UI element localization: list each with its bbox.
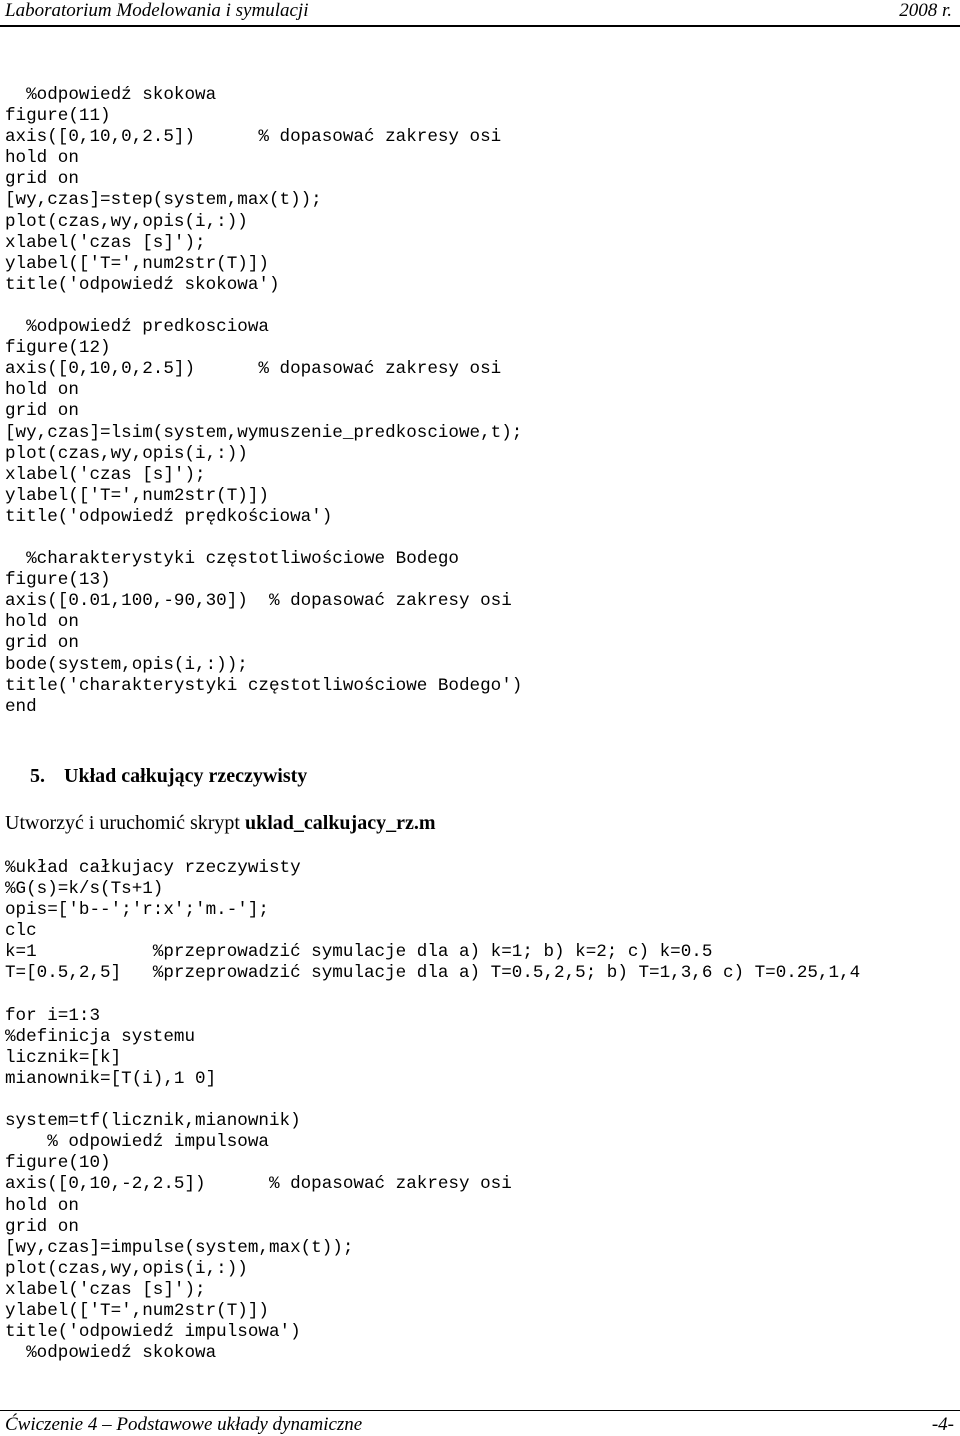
code-line: %charakterystyki częstotliwościowe Bodego [5, 549, 459, 570]
code-line: %G(s)=k/s(Ts+1) [5, 879, 164, 900]
code-line: title('odpowiedź impulsowa') [5, 1322, 301, 1343]
section-heading [30, 764, 307, 788]
code-line [5, 1090, 860, 1111]
code-line: [wy,czas]=impulse(system,max(t)); [5, 1237, 354, 1258]
code-line: hold on [5, 148, 79, 169]
code-line: [wy,czas]=step(system,max(t)); [5, 190, 322, 211]
footer-rule [0, 1410, 960, 1411]
code-listing-1 [5, 85, 522, 718]
code-line: opis=['b--';'r:x';'m.-']; [5, 900, 269, 921]
code-line [5, 985, 860, 1006]
code-line: system=tf(licznik,mianownik) [5, 1111, 301, 1132]
code-line: mianownik=[T(i),1 0] [5, 1068, 217, 1089]
code-line: bode(system,opis(i,:)); [5, 654, 248, 675]
code-line: title('charakterystyki częstotliwościowe Bodego') [5, 675, 523, 696]
instruction-lead: Utworzyć i uruchomić skrypt [5, 812, 245, 834]
code-line: %odpowiedź predkosciowa [5, 317, 269, 338]
page-header [0, 0, 960, 30]
instruction-text [5, 811, 436, 835]
code-line: end [5, 696, 37, 717]
code-line: hold on [5, 1195, 79, 1216]
code-line: grid on [5, 401, 79, 422]
footer-title: Ćwiczenie 4 – Podstawowe układy dynamiczne [5, 1414, 363, 1435]
code-line: for i=1:3 [5, 1005, 101, 1026]
code-line: plot(czas,wy,opis(i,:)) [5, 211, 248, 232]
code-line: xlabel('czas [s]'); [5, 1279, 206, 1300]
page-footer [0, 1400, 960, 1436]
code-line [5, 296, 522, 317]
code-line: figure(11) [5, 106, 111, 127]
code-line: figure(13) [5, 570, 111, 591]
code-line: title('odpowiedź skokowa') [5, 274, 280, 295]
code-line: figure(12) [5, 338, 111, 359]
code-line: xlabel('czas [s]'); [5, 464, 206, 485]
header-title: Laboratorium Modelowania i symulacji [5, 0, 309, 21]
code-line: grid on [5, 169, 79, 190]
code-line: grid on [5, 633, 79, 654]
code-line: %odpowiedź skokowa [5, 1343, 217, 1364]
code-line: axis([0,10,0,2.5]) % dopasować zakresy osi [5, 127, 502, 148]
section-number: 5. [30, 765, 45, 787]
code-line: hold on [5, 380, 79, 401]
code-line: clc [5, 921, 37, 942]
code-line: ylabel(['T=',num2str(T)]) [5, 1300, 269, 1321]
code-line: axis([0.01,100,-90,30]) % dopasować zakresy osi [5, 591, 512, 612]
code-line: %odpowiedź skokowa [5, 85, 217, 105]
code-line: grid on [5, 1216, 79, 1237]
code-line: ylabel(['T=',num2str(T)]) [5, 485, 269, 506]
code-line: licznik=[k] [5, 1047, 122, 1068]
code-line: ylabel(['T=',num2str(T)]) [5, 253, 269, 274]
page-number: -4- [931, 1414, 954, 1435]
header-year: 2008 r. [899, 0, 952, 21]
code-line: title('odpowiedź prędkościowa') [5, 506, 333, 527]
code-line: %układ całkujacy rzeczywisty [5, 858, 301, 878]
section-title: Układ całkujący rzeczywisty [64, 765, 308, 787]
script-filename: uklad_calkujacy_rz.m [244, 812, 436, 834]
code-line: T=[0.5,2,5] %przeprowadzić symulacje dla a) T=0.5,2,5; b) T=1,3,6 c) T=0.25,1,4 [5, 963, 861, 984]
code-line [5, 528, 522, 549]
code-listing-2 [5, 858, 860, 1364]
code-line: plot(czas,wy,opis(i,:)) [5, 443, 248, 464]
code-line: xlabel('czas [s]'); [5, 232, 206, 253]
code-line: hold on [5, 612, 79, 633]
code-line: axis([0,10,0,2.5]) % dopasować zakresy osi [5, 359, 502, 380]
header-rule [0, 25, 960, 27]
code-line: %definicja systemu [5, 1026, 196, 1047]
code-line: plot(czas,wy,opis(i,:)) [5, 1258, 248, 1279]
code-line: % odpowiedź impulsowa [5, 1132, 269, 1153]
code-line: axis([0,10,-2,2.5]) % dopasować zakresy osi [5, 1174, 512, 1195]
code-line: [wy,czas]=lsim(system,wymuszenie_predkosciowe,t); [5, 422, 523, 443]
code-line: k=1 %przeprowadzić symulacje dla a) k=1; b) k=2; c) k=0.5 [5, 942, 713, 963]
code-line: figure(10) [5, 1153, 111, 1174]
